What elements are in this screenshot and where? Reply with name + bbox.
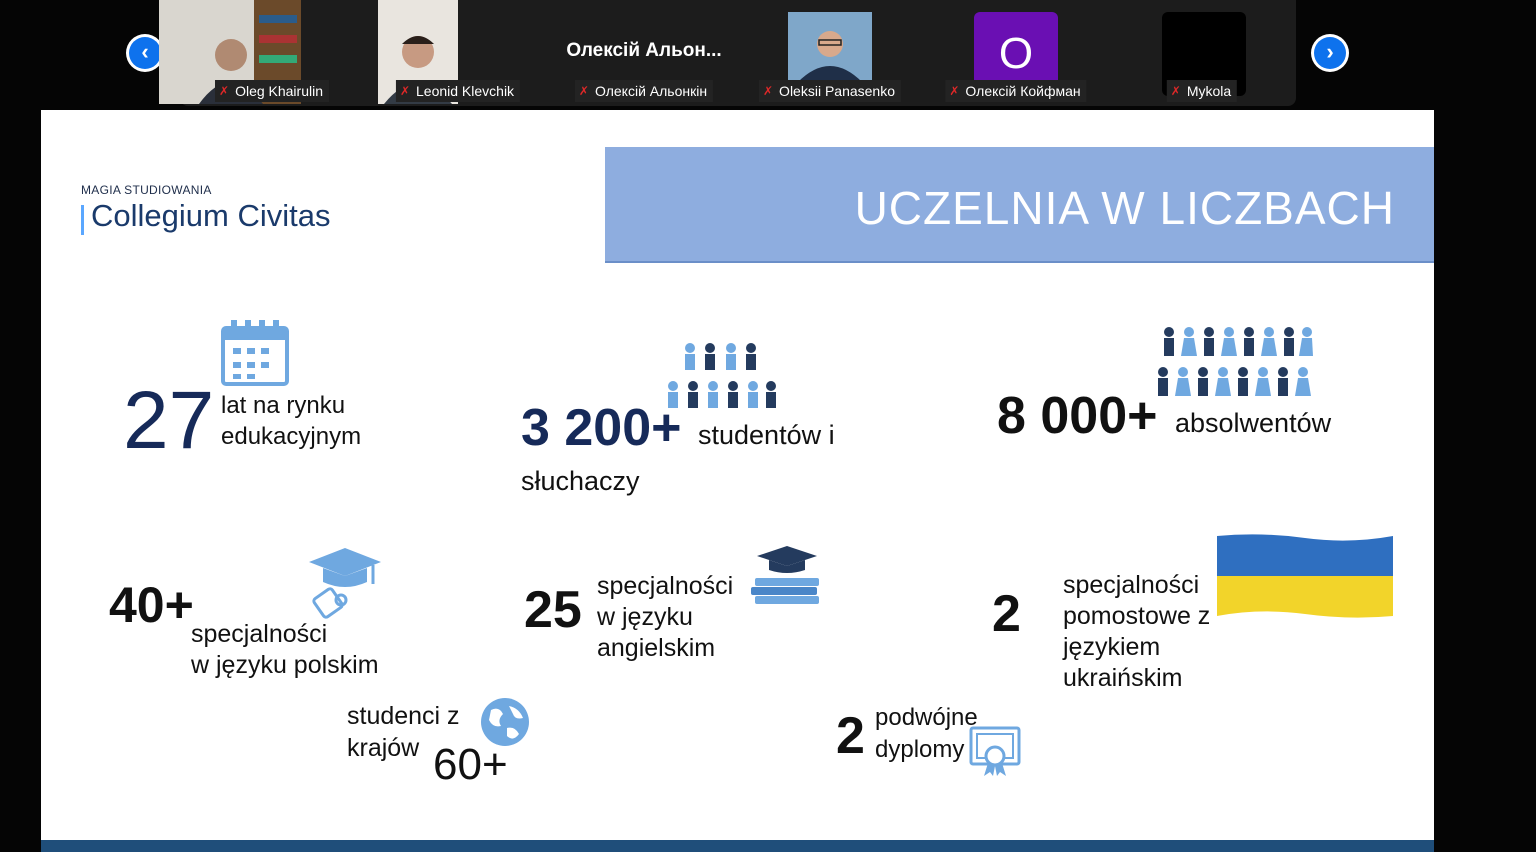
participant-avatar: O <box>974 12 1058 96</box>
graduates-group-icon <box>1157 324 1313 400</box>
graduates-value: 8 000+ <box>997 387 1158 445</box>
diploma-certificate-icon <box>969 726 1021 778</box>
calendar-icon <box>221 320 289 386</box>
slide-title-box <box>605 147 1434 263</box>
muted-mic-icon: ✗ <box>578 84 589 98</box>
books-graduation-cap-icon <box>749 544 823 606</box>
participant-video <box>788 12 872 82</box>
students-group-icon <box>665 342 777 414</box>
years-label-2: edukacyjnym <box>221 423 362 450</box>
students-value: 3 200+ <box>521 399 682 457</box>
next-page-button[interactable] <box>1311 34 1349 72</box>
double-diplomas-value: 2 <box>836 707 865 765</box>
ua-specialties-label-1: specjalności <box>1063 571 1200 599</box>
pl-specialties-label-1: specjalności <box>191 620 328 648</box>
ua-specialties-value: 2 <box>992 585 1021 643</box>
brand-accent-bar <box>81 205 84 235</box>
pl-specialties-value: 40+ <box>109 577 194 633</box>
ua-specialties-label-3: językiem <box>1063 633 1161 661</box>
participant-tile[interactable] <box>738 0 922 104</box>
muted-mic-icon: ✗ <box>1170 84 1181 98</box>
brand-logo-text: Collegium Civitas <box>91 198 331 233</box>
pl-specialties-label-2: w języku polskim <box>191 651 379 679</box>
chevron-right-icon: › <box>1314 37 1346 69</box>
en-specialties-label-1: specjalności <box>597 572 734 600</box>
participant-tile[interactable] <box>366 0 550 104</box>
participant-tile[interactable] <box>924 0 1108 104</box>
participant-tile[interactable] <box>180 0 364 104</box>
countries-label-1: studenci z <box>347 702 460 730</box>
ukraine-flag-icon <box>1217 534 1393 618</box>
ua-specialties-label-4: ukraińskim <box>1063 664 1183 692</box>
ua-specialties-label-2: pomostowe z <box>1063 602 1211 630</box>
participant-name-label: ✗ Leonid Klevchik <box>396 80 520 102</box>
participant-tile[interactable] <box>1110 0 1294 104</box>
shared-slide <box>41 110 1434 852</box>
participant-display-name: Олексій Альон... <box>566 40 722 61</box>
participant-name-label: ✗ Oleksii Panasenko <box>759 80 901 102</box>
countries-value: 60+ <box>433 740 508 789</box>
muted-mic-icon: ✗ <box>219 84 230 98</box>
muted-mic-icon: ✗ <box>762 84 774 98</box>
participant-tile[interactable] <box>552 0 736 104</box>
en-specialties-value: 25 <box>524 581 582 639</box>
double-diplomas-label-2: dyplomy <box>875 736 965 763</box>
participant-name-label: ✗ Олексій Альонкін <box>575 80 713 102</box>
years-label-1: lat na rynku <box>221 392 346 419</box>
slide-footer-bar <box>41 840 1434 852</box>
participant-name-label: ✗ Олексій Койфман <box>945 80 1086 102</box>
participants-strip <box>180 0 1296 106</box>
graduation-cap-diploma-icon <box>307 548 383 620</box>
double-diplomas-label-1: podwójne <box>875 704 978 731</box>
slide-title: UCZELNIA W LICZBACH <box>854 182 1395 234</box>
countries-label-2: krajów <box>347 734 420 762</box>
participant-name-label: ✗ Oleg Khairulin <box>215 80 329 102</box>
muted-mic-icon: ✗ <box>949 84 960 98</box>
brand-tagline: MAGIA STUDIOWANIA <box>81 183 212 197</box>
en-specialties-label-2: w języku <box>597 603 693 631</box>
graduates-label: absolwentów <box>1175 408 1332 438</box>
muted-mic-icon: ✗ <box>399 84 410 98</box>
en-specialties-label-3: angielskim <box>597 634 716 662</box>
students-label-2: słuchaczy <box>521 466 640 496</box>
years-value: 27 <box>123 375 215 466</box>
participant-name-label: ✗ Mykola <box>1167 80 1237 102</box>
students-label-1: studentów i <box>698 420 835 450</box>
chevron-left-icon: ‹ <box>129 37 161 69</box>
